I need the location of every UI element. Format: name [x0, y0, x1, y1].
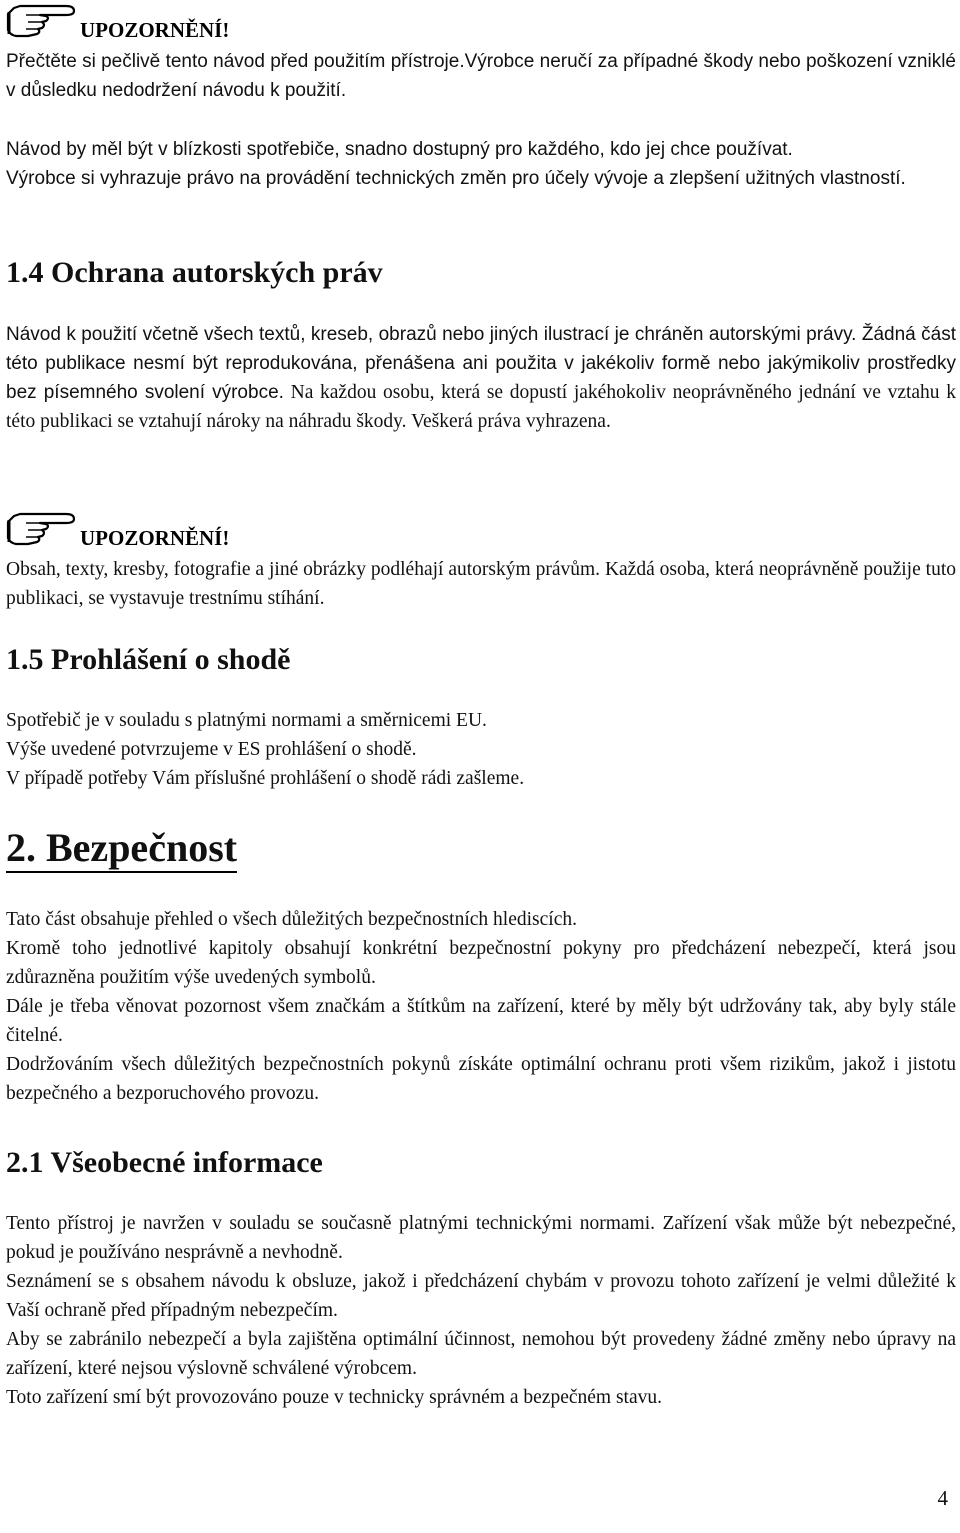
section-1-5-body: [6, 706, 956, 793]
safety-paragraph: Dodržováním všech důležitých bezpečnostních pokynů získáte optimální ochranu proti všem rizikům, jakož i jistotu bezpečného a bezporuchového provozu.: [6, 1054, 956, 1104]
general-info-paragraph: Seznámení se s obsahem návodu k obsluze, jakož i předcházení chybám v provozu tohoto zařízení je velmi důležité k Vaší ochraně před případným nebezpečím.: [6, 1271, 956, 1321]
section-2-1-body: [6, 1209, 956, 1412]
section-heading: 2.1 Všeobecné informace: [6, 1146, 323, 1179]
intro-line: Výrobce si vyhrazuje právo na provádění technických změn pro účely vývoje a zlepšení užitných vlastností.: [6, 168, 906, 189]
copyright-text-a: Návod k použití včetně všech textů, kreseb, obrazů nebo jiných ilustrací je chráněn autorskými právy.: [6, 324, 857, 345]
section-1-4: [6, 255, 956, 291]
section-2-1: [6, 1145, 956, 1181]
copyright-text-c: Na každou osobu, která se dopustí jakéhokoliv neoprávněného jednání ve vztahu k této publikaci se vztahují nároky na náhradu škody. Veškerá práva vyhrazena.: [6, 382, 956, 432]
warning-title: UPOZORNĚNÍ!: [80, 526, 230, 550]
general-info-paragraph: Aby se zabránilo nebezpečí a byla zajištěna optimální účinnost, nemohou být provedeny žádné změny nebo úpravy na zařízení, které nejsou výslovně schválené výrobcem.: [6, 1329, 956, 1379]
general-info-paragraph: Tento přístroj je navržen v souladu se současně platnými technickými normami. Zařízení však může být nebezpečné, pokud je používáno nesprávně a nevhodně.: [6, 1213, 956, 1263]
safety-paragraph: Kromě toho jednotlivé kapitoly obsahují konkrétní bezpečnostní pokyny pro předcházení nebezpečí, která jsou zdůrazněna použitím výše uvedených symbolů.: [6, 938, 956, 988]
section-heading: 1.4 Ochrana autorských práv: [6, 256, 383, 289]
copyright-paragraph: [6, 320, 956, 436]
general-info-paragraph: Toto zařízení smí být provozováno pouze v technicky správném a bezpečném stavu.: [6, 1387, 662, 1408]
section-1-5: [6, 642, 956, 678]
warning-header: [6, 508, 956, 550]
safety-paragraph: Dále je třeba věnovat pozornost všem značkám a štítkům na zařízení, které by měly být udržovány tak, aby byly stále čitelné.: [6, 996, 956, 1046]
intro-line: Návod by měl být v blízkosti spotřebiče, snadno dostupný pro každého, kdo jej chce používat.: [6, 139, 793, 160]
warning-header: [6, 0, 956, 42]
warning-block: [6, 508, 956, 613]
document-page: [6, 0, 956, 1533]
conformity-line: Výše uvedené potvrzujeme v ES prohlášení o shodě.: [6, 739, 417, 760]
section-2-body: [6, 905, 956, 1108]
conformity-line: V případě potřeby Vám příslušné prohlášení o shodě rádi zašleme.: [6, 768, 525, 789]
copyright-text-b: Žádná část této publikace nesmí být reprodukována, přenášena ani použita v jakékoliv formě nebo jakýmikoliv prostředky bez písemného svolení výrobce.: [6, 324, 956, 403]
warning-title: UPOZORNĚNÍ!: [80, 18, 230, 42]
warning-text: Přečtěte si pečlivě tento návod před použitím přístroje.Výrobce neručí za případné škody nebo poškození vzniklé v důsledku nedodržení návodu k použití.: [6, 51, 956, 101]
warning-block: [6, 0, 956, 105]
safety-paragraph: Tato část obsahuje přehled o všech důležitých bezpečnostních hlediscích.: [6, 909, 577, 930]
chapter-heading: 2. Bezpečnost: [6, 825, 237, 873]
warning-text: Obsah, texty, kresby, fotografie a jiné obrázky podléhají autorským právům. Každá osoba, která neoprávněně použije tuto publikaci, se vystavuje trestnímu stíhání.: [6, 559, 956, 609]
section-2: [6, 825, 956, 873]
pointing-hand-icon: [6, 2, 78, 42]
section-heading: 1.5 Prohlášení o shodě: [6, 643, 291, 676]
section-1-4-body: [6, 320, 956, 436]
pointing-hand-icon: [6, 510, 78, 550]
page-number: 4: [937, 1486, 948, 1510]
intro-block: [6, 135, 956, 193]
conformity-line: Spotřebič je v souladu s platnými normami a směrnicemi EU.: [6, 710, 487, 731]
